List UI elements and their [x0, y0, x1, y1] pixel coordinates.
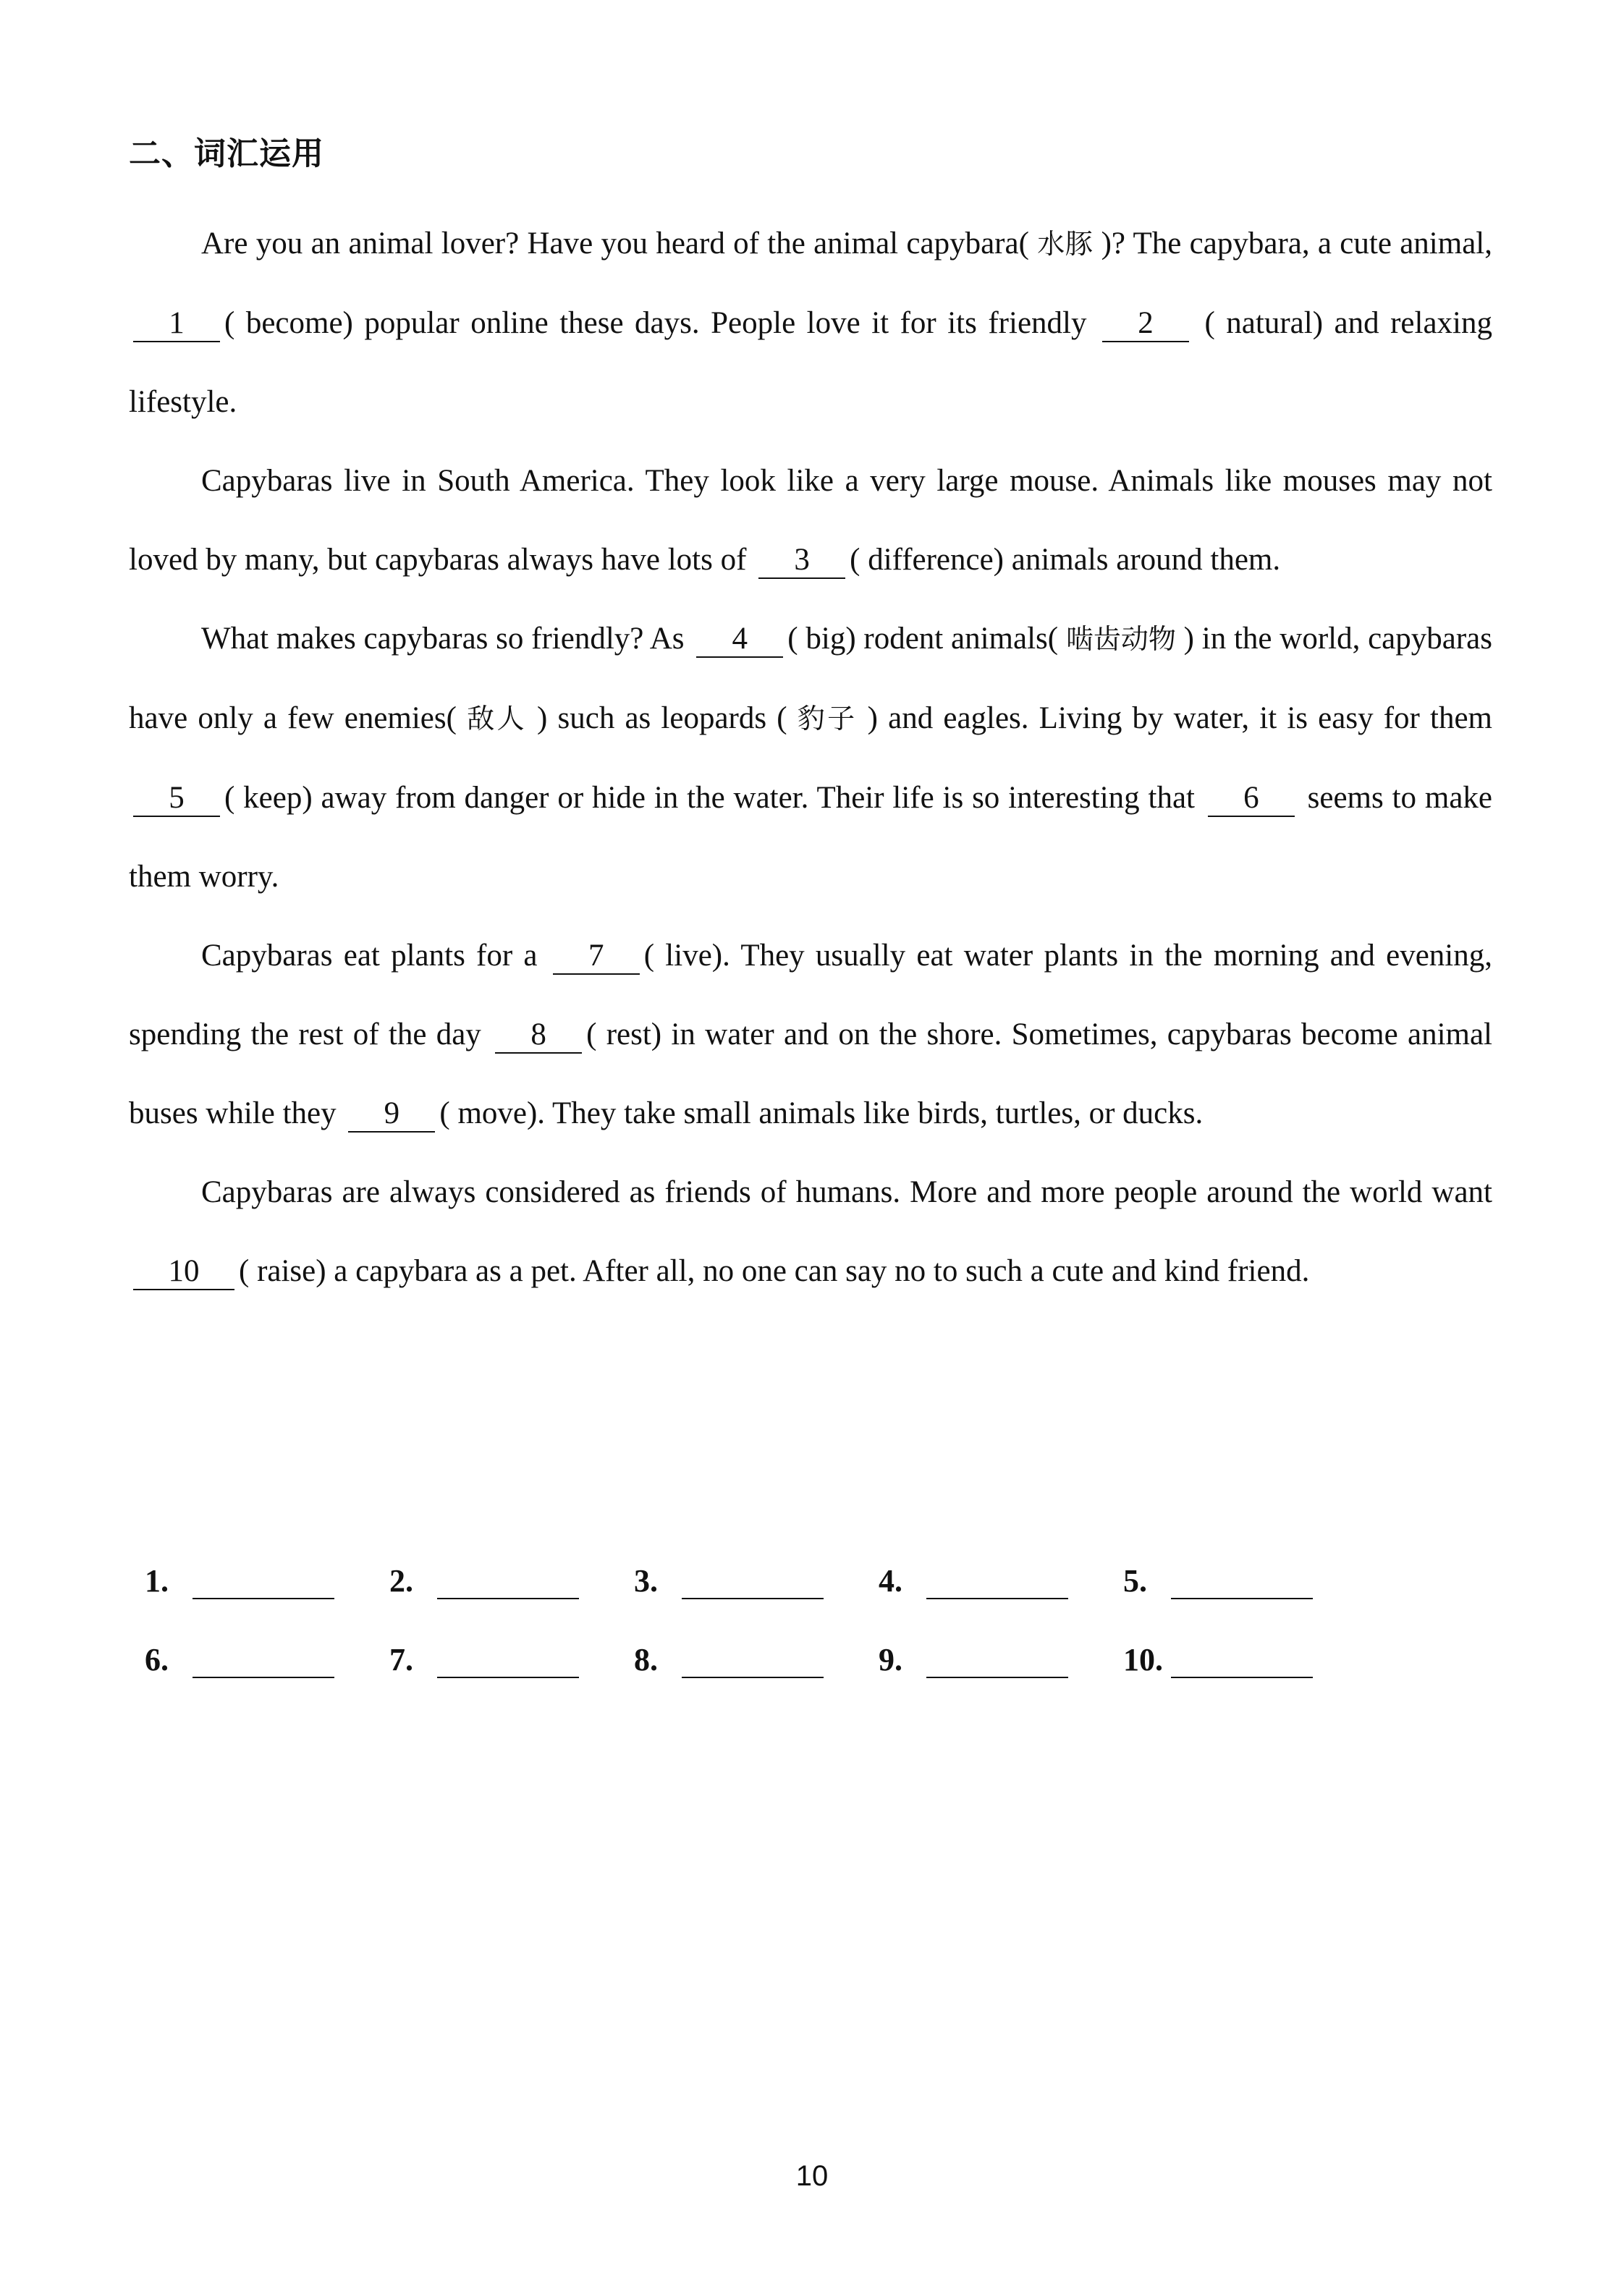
- section-heading: 二、词汇运用: [129, 135, 324, 172]
- blank-7[interactable]: 7: [553, 939, 640, 975]
- answer-blank-line[interactable]: [682, 1648, 824, 1678]
- answer-number: 1.: [145, 1563, 169, 1599]
- passage-text: ( rest) in water and on the shore. Sometimes, capybaras become animal buses while they: [129, 1017, 1492, 1130]
- answer-grid: [145, 1541, 1375, 1699]
- blank-8[interactable]: 8: [495, 1017, 582, 1054]
- passage-text: Capybaras live in South America. They look like a very large mouse. Animals like mouses may not loved by many, but capybaras always have lots of: [129, 464, 1492, 577]
- paragraph: [129, 916, 1492, 1153]
- answer-number: 7.: [389, 1642, 413, 1677]
- answer-item: [1123, 1562, 1368, 1599]
- answer-blank-line[interactable]: [926, 1648, 1068, 1678]
- chinese-gloss: 水豚: [1037, 228, 1094, 260]
- answer-item: [634, 1641, 879, 1678]
- answer-item: [145, 1641, 389, 1678]
- blank-5[interactable]: 5: [133, 781, 220, 817]
- passage-text: ( become) popular online these days. People love it for its friendly: [224, 306, 1098, 340]
- answer-row: [145, 1620, 1375, 1699]
- passage-text: )? The capybara, a cute animal,: [1093, 227, 1492, 261]
- answer-blank-line[interactable]: [437, 1569, 579, 1599]
- answer-item: [634, 1562, 879, 1599]
- chinese-gloss: 敌人: [467, 703, 527, 735]
- answer-item: [145, 1562, 389, 1599]
- paragraph: [129, 441, 1492, 599]
- passage-text: ( raise) a capybara as a pet. After all, no one can say no to such a cute and kind friend.: [239, 1254, 1310, 1288]
- blank-2[interactable]: 2: [1102, 306, 1189, 342]
- passage-text: ( big) rodent animals(: [787, 622, 1066, 656]
- passage-text: ) and eagles. Living by water, it is easy for them: [857, 701, 1492, 735]
- passage-text: ( difference) animals around them.: [850, 543, 1281, 577]
- answer-blank-line[interactable]: [926, 1569, 1068, 1599]
- cloze-passage: [129, 204, 1492, 1311]
- passage-text: Capybaras are always considered as friends of humans. More and more people around the world want: [201, 1175, 1492, 1209]
- blank-3[interactable]: 3: [758, 543, 845, 579]
- chinese-gloss: 豹子: [797, 703, 858, 735]
- passage-text: ( natural) and relaxing lifestyle.: [129, 306, 1492, 419]
- paragraph: [129, 204, 1492, 441]
- answer-item: [389, 1562, 634, 1599]
- answer-number: 8.: [634, 1642, 658, 1677]
- answer-row: [145, 1541, 1375, 1620]
- answer-number: 5.: [1123, 1563, 1147, 1599]
- answer-number: 4.: [879, 1563, 902, 1599]
- answer-number: 9.: [879, 1642, 902, 1677]
- answer-number: 10.: [1123, 1642, 1163, 1677]
- paragraph: [129, 1153, 1492, 1311]
- answer-number: 6.: [145, 1642, 169, 1677]
- passage-text: ( move). They take small animals like birds, turtles, or ducks.: [439, 1096, 1204, 1130]
- blank-10[interactable]: 10: [133, 1254, 234, 1290]
- passage-text: ( keep) away from danger or hide in the water. Their life is so interesting that: [224, 781, 1204, 815]
- blank-4[interactable]: 4: [696, 622, 783, 658]
- answer-blank-line[interactable]: [1171, 1569, 1313, 1599]
- answer-blank-line[interactable]: [682, 1569, 824, 1599]
- answer-number: 3.: [634, 1563, 658, 1599]
- answer-item: [389, 1641, 634, 1678]
- answer-blank-line[interactable]: [1171, 1648, 1313, 1678]
- passage-text: ( live). They usually eat water plants in the morning and evening, spending the rest of the day: [129, 939, 1493, 1051]
- passage-text: seems to make them worry.: [129, 781, 1492, 894]
- chinese-gloss: 啮齿动物: [1065, 623, 1176, 655]
- blank-6[interactable]: 6: [1208, 781, 1295, 817]
- answer-item: [1123, 1641, 1368, 1678]
- paragraph: [129, 599, 1492, 916]
- blank-9[interactable]: 9: [348, 1096, 435, 1133]
- passage-text: ) such as leopards (: [526, 701, 798, 735]
- blank-1[interactable]: 1: [133, 306, 220, 342]
- answer-item: [879, 1562, 1123, 1599]
- passage-text: ) in the world, capybaras have only a few enemies(: [129, 622, 1492, 735]
- passage-text: Are you an animal lover? Have you heard of the animal capybara(: [201, 227, 1038, 261]
- answer-blank-line[interactable]: [193, 1648, 334, 1678]
- answer-blank-line[interactable]: [437, 1648, 579, 1678]
- answer-blank-line[interactable]: [193, 1569, 334, 1599]
- passage-text: What makes capybaras so friendly? As: [201, 622, 693, 656]
- answer-number: 2.: [389, 1563, 413, 1599]
- page-number: 10: [795, 2160, 829, 2192]
- passage-text: Capybaras eat plants for a: [201, 939, 549, 973]
- answer-item: [879, 1641, 1123, 1678]
